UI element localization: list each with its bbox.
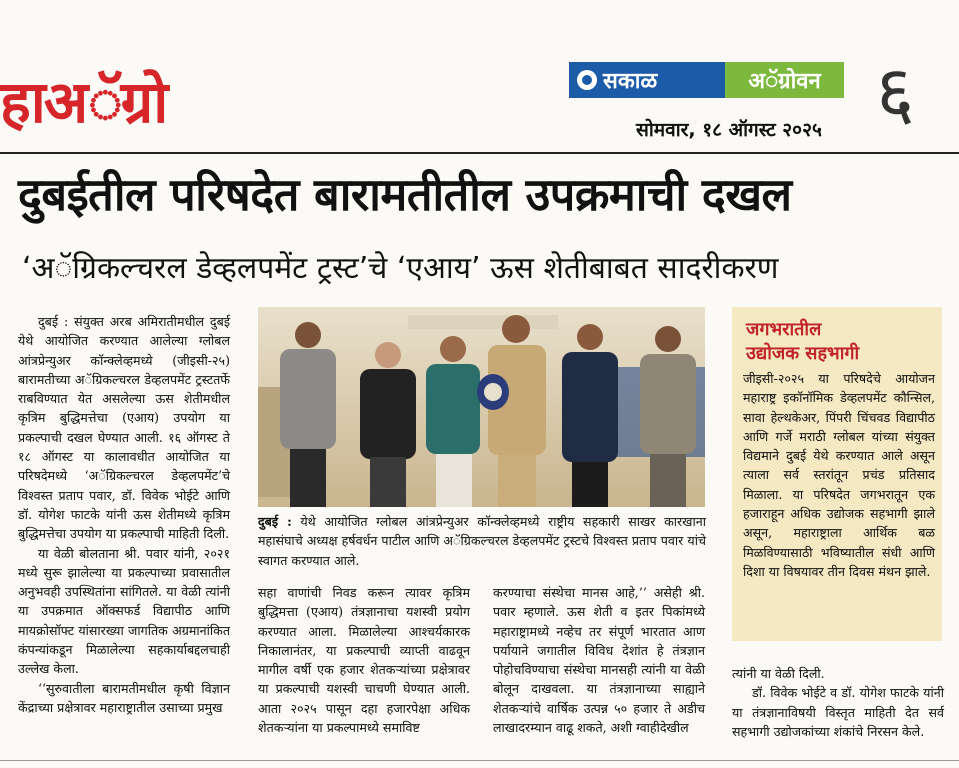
article-column-1 xyxy=(18,312,230,717)
article-column-4 xyxy=(732,664,944,741)
article-column-2 xyxy=(258,583,470,737)
masthead-divider xyxy=(0,152,959,154)
photo-illustration xyxy=(258,307,705,507)
photo-caption xyxy=(258,512,706,570)
sidebar-title-line: उद्योजक सहभागी xyxy=(746,343,860,364)
sidebar-title xyxy=(746,318,859,366)
caption-text: येथे आयोजित ग्लोबल आंत्रप्रेन्युअर कॉन्क्लेव्हमध्ये राष्ट्रीय सहकारी साखर कारखाना महासंघाचे अध्यक्ष हर्षवर्धन पाटील आणि अॅग्रिकल्चरल डेव्हलपमेंट ट्रस्टचे विश्वस्त प्रताप पवार यांचे स्वागत करण्यात आले. xyxy=(258,514,706,568)
article-paragraph: सहा वाणांची निवड करून त्यावर कृत्रिम बुद्धिमत्ता (एआय) तंत्रज्ञानाचा यशस्वी प्रयोग करण्यात आला. मिळालेल्या आश्चर्यकारक निकालानंतर, या प्रकल्पाची व्याप्ती वाढवून मागील वर्षी एक हजार शेतकऱ्यांच्या प्रक्षेत्रावर या प्रकल्पाची यशस्वी चाचणी घेण्यात आली. आता २०२५ पासून दहा हजारपेक्षा अधिक शेतकऱ्यांना या प्रकल्पामध्ये समाविष्ट xyxy=(258,585,470,736)
brand-name: सकाळ xyxy=(603,69,658,94)
article-paragraph: या वेळी बोलताना श्री. पवार यांनी, २०२१ मध्ये सुरू झालेल्या या प्रकल्पाच्या प्रवासातील अनुभवही उपस्थितांना सांगितले. या वेळी त्यांनी या उपक्रमात ऑक्सफर्ड विद्यापीठ आणि मायक्रोसॉफ्ट यांसारख्या जागतिक अग्रमानांकित कंपन्यांकडून मिळालेल्या सहकार्याबद्दलचाही उल्लेख केला. xyxy=(18,545,230,677)
brand-logo-right xyxy=(725,62,844,98)
article-paragraph: डॉ. विवेक भोईटे व डॉ. योगेश फाटके यांनी या तंत्रज्ञानाविषयी विस्तृत माहिती देत सर्व सहभागी उद्योजकांच्या शंकांचे निरसन केले. xyxy=(732,685,944,739)
page-bottom-divider xyxy=(0,760,959,761)
brand-logo xyxy=(569,62,844,98)
section-logo: हाअॅग्रो xyxy=(0,68,167,136)
sidebar-text: जीइसी-२०२५ या परिषदेचे आयोजन महाराष्ट्र इकॉनॉमिक डेव्हलपमेंट कौन्सिल, सावा हेल्थकेअर, पिंपरी चिंचवड विद्यापीठ आणि गर्जे मराठी ग्लोबल यांच्या संयुक्त विद्यमाने दुबई येथे करण्यात आले असून त्याला सर्व स्तरांतून प्रचंड प्रतिसाद मिळाला. या परिषदेत जगभरातून एक हजाराहून अधिक उद्योजक सहभागी झाले असून, महाराष्ट्राला आर्थिक बळ मिळविण्यासाठी भविष्यातील संधी आणि दिशा या विषयावर तीन दिवस मंथन झाले. xyxy=(743,371,935,579)
brand-logo-left xyxy=(569,62,725,98)
caption-lead: दुबई : xyxy=(258,514,292,529)
sakal-emblem-icon xyxy=(577,70,597,90)
article-paragraph: करण्याचा संस्थेचा मानस आहे,’’ असेही श्री. पवार म्हणाले. ऊस शेती व इतर पिकांमध्ये महाराष्ट्रामध्ये नव्हेच तर संपूर्ण भारतात आण पर्यायाने जगातील विविध देशांत हे तंत्रज्ञान पोहोचविण्याचा संस्थेचा मानसही त्यांनी या वेळी बोलून दाखवला. या तंत्रज्ञानाच्या साह्याने शेतकऱ्यांचे वार्षिक उत्पन्न ५० हजार ते अडीच लाखादरम्यान वाढू शकते, अशी ग्वाहीदेखील xyxy=(493,585,705,736)
issue-date: सोमवार, १८ ऑगस्ट २०२५ xyxy=(636,119,822,141)
brand-subname: अॅग्रोवन xyxy=(748,69,821,94)
page-number: ६ xyxy=(876,50,915,136)
article-paragraph: दुबई : संयुक्त अरब अमिरातीमधील दुबई येथे आयोजित करण्यात आलेल्या ग्लोबल आंत्रप्रेन्युअर कॉन्क्लेव्हमध्ये (जीइसी-२५) बारामतीच्या अॅग्रिकल्चरल डेव्हलपमेंट ट्रस्टतर्फे राबविण्यात येत असलेल्या ऊस शेतीमधील कृत्रिम बुद्धिमत्तेचा (एआय) उपयोग या प्रकल्पाची दखल घेण्यात आली. १६ ऑगस्ट ते १८ ऑगस्ट या कालावधीत आयोजित या परिषदेमध्ये ‘अॅग्रिकल्चरल डेव्हलपमेंट’चे विश्‍वस्त प्रताप पवार, डॉ. विवेक भोईटे आणि डॉ. योगेश फाटके यांनी ऊस शेतीमध्ये कृत्रिम बुद्धिमत्तेचा उपयोग या प्रकल्पाची माहिती दिली. xyxy=(18,314,230,542)
article-headline: दुबईतील परिषदेत बारामतीतील उपक्रमाची दखल xyxy=(18,168,792,221)
article-paragraph: ‘‘सुरुवातीला बारामतीमधील कृषी विज्ञान केंद्राच्या प्रक्षेत्रावर महाराष्ट्रातील उसाच्या प्रमुख xyxy=(18,680,230,715)
article-subheadline: ‘अॅग्रिकल्चरल डेव्हलपमेंट ट्रस्ट’चे ‘एआय’ ऊस शेतीबाबत सादरीकरण xyxy=(22,251,779,286)
article-paragraph: त्यांनी या वेळी दिली. xyxy=(732,666,825,681)
sidebar-title-line: जगभरातील xyxy=(746,319,822,340)
article-photo xyxy=(258,307,705,507)
article-column-3 xyxy=(493,583,705,737)
